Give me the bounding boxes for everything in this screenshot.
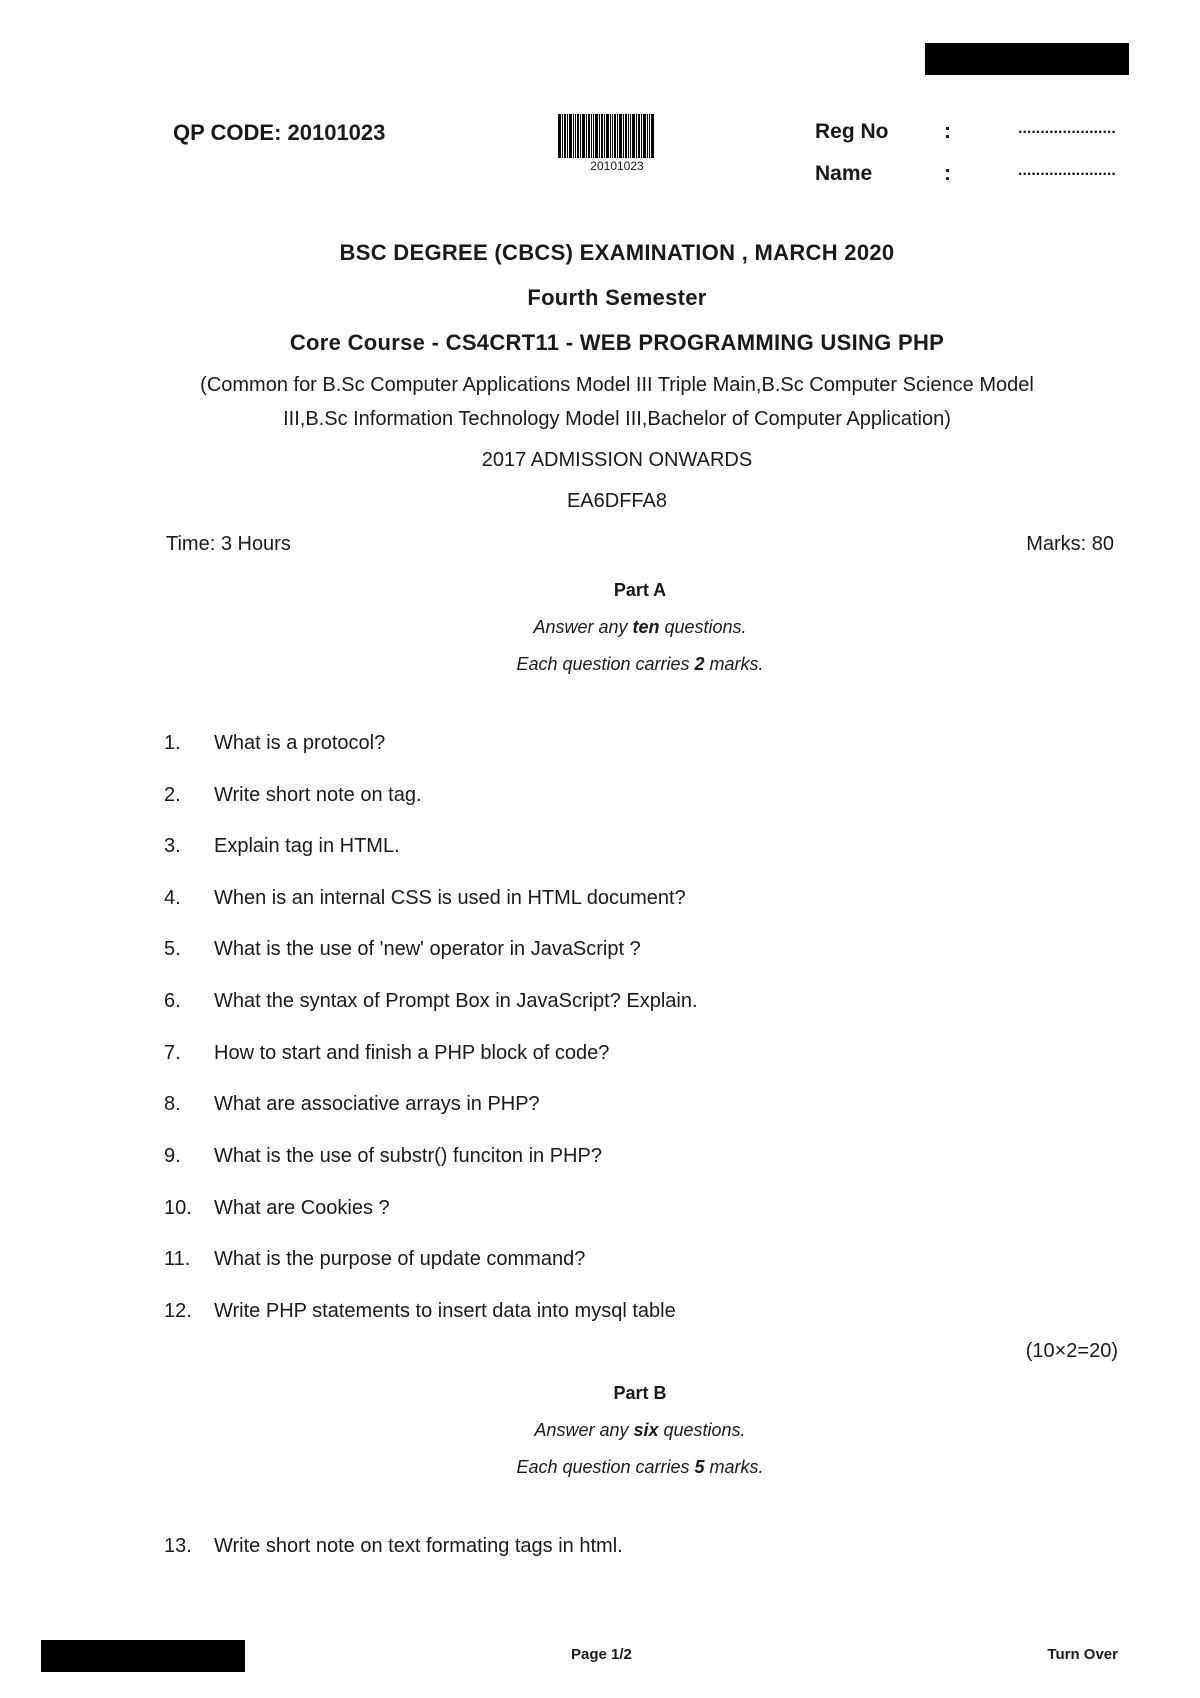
part-a-score: (10×2=20) — [1025, 1340, 1118, 1362]
common-for-line-1: (Common for B.Sc Computer Applications Model III Triple Main,B.Sc Computer Science Model — [200, 374, 1034, 396]
question-item: 9. What is the use of substr() funciton in PHP? — [164, 1145, 602, 1167]
reg-no-label: Reg No — [815, 120, 889, 143]
part-b-title: Part B — [613, 1383, 667, 1403]
question-item: 1. What is a protocol? — [164, 732, 386, 754]
question-item: 10. What are Cookies ? — [164, 1197, 390, 1219]
time: Time: 3 Hours — [166, 533, 291, 555]
barcode — [558, 114, 676, 173]
part-a-instruction-2: Each question carries 2 marks. — [516, 654, 764, 674]
part-a-title: Part A — [613, 580, 667, 600]
max-marks: Marks: 80 — [1026, 533, 1114, 555]
semester: Fourth Semester — [527, 285, 707, 310]
course-title: Core Course - CS4CRT11 - WEB PROGRAMMING USING PHP — [289, 330, 945, 355]
exam-title: BSC DEGREE (CBCS) EXAMINATION , MARCH 2020 — [339, 240, 895, 265]
part-b-instruction-1: Answer any six questions. — [534, 1420, 746, 1440]
redaction-bar-bottom — [41, 1640, 245, 1672]
turn-over: Turn Over — [1047, 1646, 1118, 1663]
barcode-bars — [558, 114, 676, 158]
question-item: 6. What the syntax of Prompt Box in JavaScript? Explain. — [164, 990, 698, 1012]
common-for-line-2: III,B.Sc Information Technology Model III,Bachelor of Computer Application) — [283, 408, 951, 430]
question-item: 12. Write PHP statements to insert data into mysql table — [164, 1300, 676, 1322]
question-item: 5. What is the use of 'new' operator in JavaScript ? — [164, 938, 641, 960]
redaction-bar-top — [925, 43, 1129, 75]
question-item: 13. Write short note on text formating tags in html. — [164, 1535, 623, 1557]
part-b-instruction-2: Each question carries 5 marks. — [516, 1457, 764, 1477]
question-item: 3. Explain tag in HTML. — [164, 835, 400, 857]
reg-no-colon: : — [944, 120, 951, 143]
question-item: 2. Write short note on tag. — [164, 784, 422, 806]
question-item: 4. When is an internal CSS is used in HTML document? — [164, 887, 686, 909]
reg-no-value: ...................... — [1018, 120, 1116, 137]
question-item: 11. What is the purpose of update command? — [164, 1248, 586, 1270]
barcode-number: 20101023 — [590, 159, 644, 173]
name-colon: : — [944, 162, 951, 185]
paper-code: EA6DFFA8 — [566, 490, 668, 512]
qp-code: QP CODE: 20101023 — [173, 120, 386, 145]
page-number: Page 1/2 — [571, 1646, 632, 1663]
question-item: 7. How to start and finish a PHP block of code? — [164, 1042, 610, 1064]
question-item: 8. What are associative arrays in PHP? — [164, 1093, 540, 1115]
part-a-instruction-1: Answer any ten questions. — [533, 617, 747, 637]
name-label: Name — [815, 162, 873, 185]
name-value: ...................... — [1018, 162, 1116, 179]
admission: 2017 ADMISSION ONWARDS — [481, 449, 753, 471]
